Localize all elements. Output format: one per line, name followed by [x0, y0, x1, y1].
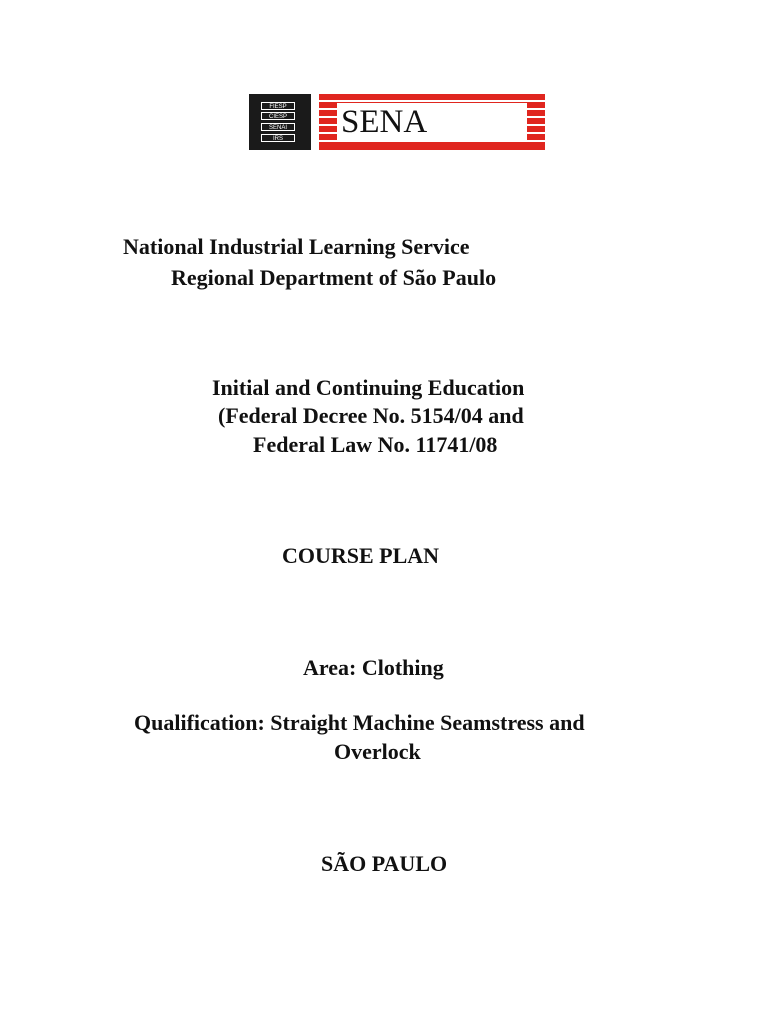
- education-line-1: Initial and Continuing Education: [212, 375, 525, 400]
- logo-stamp-block: [249, 94, 311, 150]
- stamp-line-2: CIESP: [261, 112, 295, 120]
- senai-logo: [249, 94, 545, 150]
- logo-brand-text: SENA: [341, 104, 428, 140]
- education-line-3: Federal Law No. 11741/08: [253, 432, 498, 457]
- city-line: SÃO PAULO: [321, 851, 448, 876]
- document-title: COURSE PLAN: [282, 543, 440, 568]
- logo-red-block: [319, 94, 545, 150]
- education-line-2: (Federal Decree No. 5154/04 and: [218, 403, 524, 428]
- org-name-line-1: National Industrial Learning Service: [123, 234, 470, 259]
- org-name-line-2: Regional Department of São Paulo: [171, 265, 497, 290]
- logo-stripe: [319, 100, 545, 102]
- qualification-line-2: Overlock: [334, 739, 421, 764]
- qualification-line-1: Qualification: Straight Machine Seamstress and: [134, 710, 585, 735]
- stamp-line-3: SENAI: [261, 123, 295, 131]
- area-line: Area: Clothing: [303, 655, 444, 680]
- stamp-line-4: IRS: [261, 134, 295, 142]
- stamp-line-1: FIESP: [261, 102, 295, 110]
